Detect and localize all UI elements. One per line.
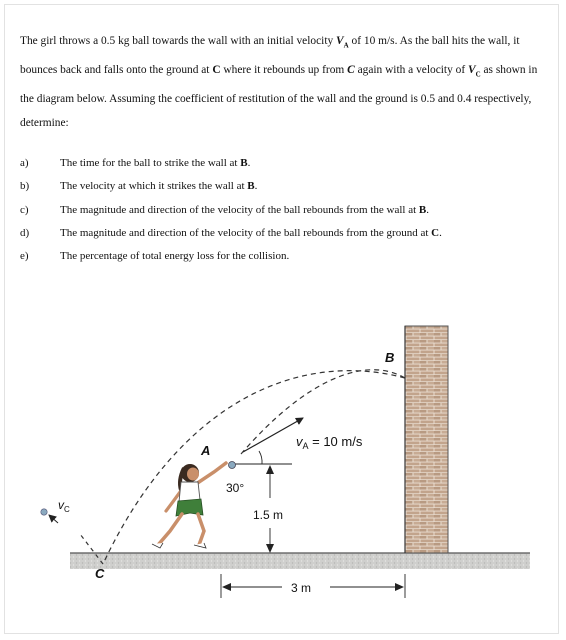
point-b-label: B (385, 350, 395, 365)
question-point: B (418, 204, 427, 216)
distance-label: 3 m (291, 581, 312, 595)
velocity-c-label (58, 498, 70, 514)
question-label: e) (20, 250, 29, 262)
question-label: c) (20, 204, 29, 216)
question-point: B (247, 180, 255, 192)
velocity-a-symbol: V (336, 35, 344, 47)
question-text: The percentage of total energy loss for the collision. (60, 250, 290, 262)
intro-text-4: again with a velocity of (354, 63, 468, 76)
question-end: . (426, 204, 430, 216)
distance-dimension (221, 574, 405, 598)
velocity-a-label-symbol: v (296, 434, 303, 449)
velocity-a-subscript: A (343, 41, 349, 50)
velocity-c-label-symbol: v (58, 498, 64, 512)
point-c-ref-2: C (347, 63, 355, 76)
intro-text-2: of 10 m/s. As the ball hits the wall, it bounces back and falls onto the ground at (20, 35, 520, 76)
girl-figure (152, 463, 226, 548)
point-c-ref-1: C (212, 63, 221, 76)
velocity-c-symbol: V (467, 63, 476, 76)
question-label: b) (20, 180, 30, 192)
question-point: C (431, 227, 440, 239)
question-end: . (254, 180, 258, 192)
question-text: The magnitude and direction of the velocity of the ball rebounds from the ground at (60, 227, 432, 239)
velocity-c-label-subscript: C (64, 505, 70, 514)
point-a-label: A (201, 443, 211, 458)
brick-wall (405, 326, 448, 553)
question-text: The time for the ball to strike the wall at (60, 157, 241, 169)
intro-text-5: as shown in the diagram below. Assuming the coefficient of restitution of the wall and the ground is 0.5 and 0.4 respectively, determine: (20, 63, 538, 130)
intro-text-1: The girl throws a 0.5 kg ball towards the wall with an initial velocity (20, 35, 337, 47)
question-text: The magnitude and direction of the velocity of the ball rebounds from the wall at (60, 204, 419, 216)
velocity-c-arrow (49, 515, 58, 523)
ball-at-a (229, 462, 236, 469)
angle-arc (259, 451, 262, 464)
question-point: B (240, 157, 248, 169)
question-text: The velocity at which it strikes the wall at (60, 180, 248, 192)
question-label: a) (20, 157, 29, 169)
question-end: . (439, 227, 442, 239)
angle-label: 30° (226, 481, 245, 495)
point-c-label: C (95, 566, 105, 581)
ball-rebound (41, 509, 47, 515)
intro-text-3: where it rebounds up from (220, 63, 348, 76)
trajectory-b-to-c (103, 371, 405, 564)
question-end: . (247, 157, 251, 169)
velocity-a-arrow (243, 418, 303, 452)
velocity-a-label-value: = 10 m/s (308, 434, 363, 449)
velocity-c-subscript: C (475, 70, 481, 79)
velocity-a-label (296, 434, 363, 451)
velocity-a-label-subscript: A (302, 441, 309, 451)
question-label: d) (20, 227, 30, 239)
ground (70, 553, 530, 569)
height-label: 1.5 m (253, 508, 284, 522)
